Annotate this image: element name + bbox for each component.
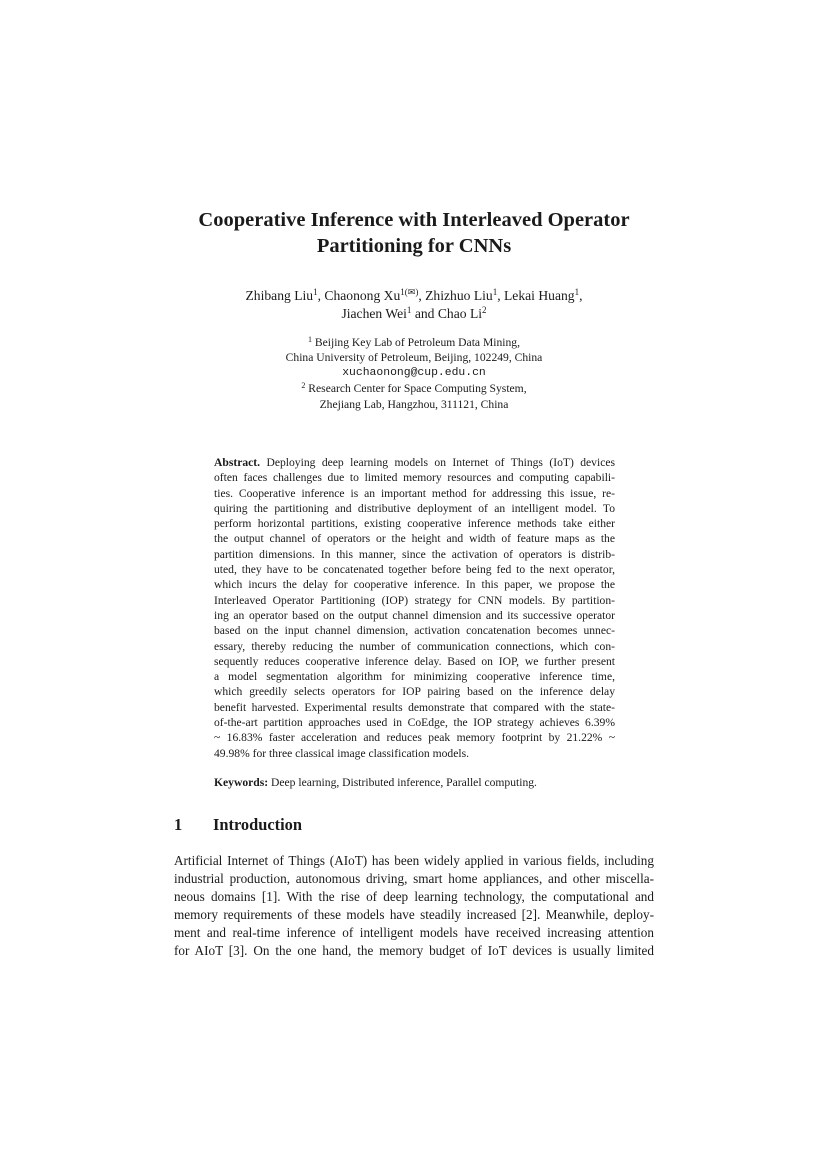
abstract-line: partition dimensions. In this manner, since the activation of operators is distrib- [214, 547, 615, 561]
keywords-label: Keywords: [214, 776, 269, 789]
body-line: memory requirements of these models have steadily increased [2]. Meanwhile, deploy- [174, 907, 654, 922]
abstract-line: of-the-art partition approaches used in CoEdge, the IOP strategy achieves 6.39% [214, 716, 615, 730]
title-line-2: Partitioning for CNNs [316, 235, 512, 257]
affiliation-text: Research Center for Space Computing System, [308, 382, 527, 396]
author-sep: , [497, 288, 504, 303]
body-line: industrial production, autonomous driving, smart home appliances, and other miscella- [174, 871, 654, 886]
author-mark: 1 [574, 287, 580, 297]
affiliation-text: Beijing Key Lab of Petroleum Data Mining, [314, 336, 520, 349]
author-mark: 2 [482, 305, 487, 315]
abstract-line: perform horizontal partitions, existing cooperative inference methods take either [214, 517, 615, 531]
abstract-line: sequently reduces cooperative inference delay. Based on IOP, we further present [214, 654, 615, 668]
affiliation-1-line-2: China University of Petroleum, Beijing, 102249, China [285, 351, 543, 365]
paper-title [150, 207, 678, 259]
abstract-line: quiring the partitioning and distributive deployment of an intelligent model. To [214, 501, 615, 515]
body-line: for AIoT [3]. On the one hand, the memory budget of IoT devices is usually limited [174, 943, 654, 958]
abstract [214, 455, 615, 761]
affiliation-mark: 1 [307, 335, 312, 344]
affiliation-2-line-1 [150, 381, 678, 396]
abstract-line: based on the input channel dimension, activation concatenation becomes unnec- [214, 624, 615, 638]
author-sep: , [317, 288, 325, 303]
abstract-line [214, 455, 615, 470]
author-line-1 [150, 287, 678, 305]
body-line: Artificial Internet of Things (AIoT) has been widely applied in various fields, including [174, 853, 654, 868]
author-name: Chao Li [437, 306, 483, 321]
affiliations [150, 335, 678, 412]
abstract-line: which greedily selects operators for IOP pairing based on the inference delay [214, 685, 615, 699]
author-name: Zhibang Liu [245, 288, 314, 303]
abstract-line: 49.98% for three classical image classification models. [214, 746, 469, 760]
author-mark: 1(✉) [400, 287, 419, 297]
author-sep: and [411, 306, 438, 321]
author-sep: , [418, 288, 426, 303]
author-name: Lekai Huang [504, 288, 575, 303]
affiliation-2-line-2: Zhejiang Lab, Hangzhou, 311121, China [319, 397, 509, 411]
section-title: Introduction [213, 815, 302, 834]
author-name: Zhizhuo Liu [425, 288, 493, 303]
abstract-line: ties. Cooperative inference is an important method for addressing this issue, re- [214, 486, 615, 500]
abstract-line: ing an operator based on the output channel dimension and its successive operator [214, 608, 615, 622]
section-heading [174, 815, 302, 835]
abstract-line: ~ 16.83% faster acceleration and reduces peak memory footprint by 21.22% ~ [214, 731, 615, 745]
section-number: 1 [174, 815, 183, 834]
abstract-line: uted, they have to be concatenated together before being fed to the next operator, [214, 563, 615, 577]
abstract-line: Interleaved Operator Partitioning (IOP) strategy for CNN models. By partition- [214, 593, 615, 607]
abstract-line: the output channel of operators or the height and width of feature maps as the [214, 532, 615, 546]
author-name: Chaonong Xu [324, 288, 401, 303]
abstract-text: Deploying deep learning models on Internet of Things (IoT) devices [266, 456, 615, 469]
abstract-line: benefit harvested. Experimental results demonstrate that compared with the state- [214, 700, 615, 714]
affiliation-mark: 2 [301, 381, 306, 391]
section-body [174, 852, 654, 960]
abstract-line: often faces challenges due to limited memory resources and computing capabili- [214, 471, 615, 485]
abstract-line: a model segmentation algorithm for minimizing cooperative inference time, [214, 670, 615, 684]
author-list [150, 287, 678, 323]
author-line-2 [150, 305, 678, 323]
body-line: neous domains [1]. With the rise of deep learning technology, the computational and [174, 889, 654, 904]
abstract-line: essary, thereby reducing the number of communication connections, which con- [214, 639, 615, 653]
title-line-1: Cooperative Inference with Interleaved Operator [198, 209, 630, 231]
abstract-line: which incurs the delay for cooperative inference. In this paper, we propose the [214, 578, 615, 592]
affiliation-1-line-1 [150, 335, 678, 350]
author-mark: 1 [492, 287, 498, 297]
author-sep: , [579, 288, 583, 303]
author-mark: 1 [406, 305, 412, 315]
author-email: xuchaonong@cup.edu.cn [342, 366, 486, 379]
keywords [214, 775, 615, 790]
author-mark: 1 [313, 287, 318, 297]
abstract-label: Abstract. [214, 456, 261, 469]
body-line: ment and real-time inference of intelligent models have received increasing attention [174, 925, 654, 940]
keywords-text: Deep learning, Distributed inference, Parallel computing. [271, 776, 537, 789]
author-name: Jiachen Wei [341, 306, 407, 321]
